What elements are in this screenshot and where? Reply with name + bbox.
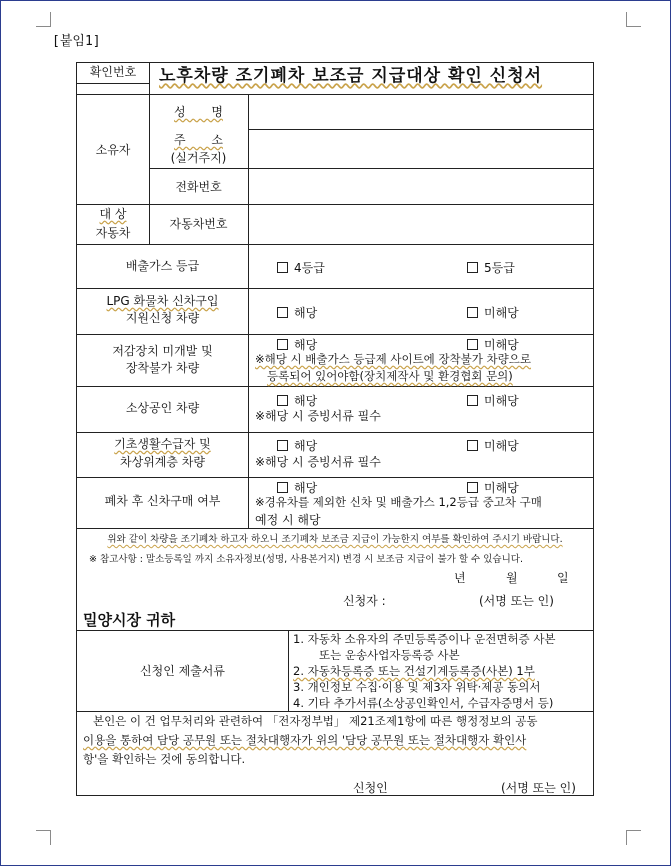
checkbox-icon bbox=[277, 395, 288, 406]
new-car-purchase-label: 폐차 후 신차구매 여부 bbox=[104, 494, 221, 508]
crop-mark-bottom-left bbox=[36, 830, 51, 845]
owner-phone-label: 전화번호 bbox=[175, 180, 222, 194]
vehicle-number-label: 자동차번호 bbox=[169, 217, 228, 231]
new-car-purchase-not-applicable-option[interactable]: 미해당 bbox=[467, 479, 519, 496]
checkbox-icon bbox=[467, 482, 478, 493]
reduction-device-note-2: 등록되어 있어야함(장치제작사 및 환경협회 문의) bbox=[267, 369, 513, 383]
small-business-not-applicable-option[interactable]: 미해당 bbox=[467, 392, 519, 409]
small-business-label: 소상공인 차량 bbox=[125, 401, 200, 415]
vehicle-number-field[interactable] bbox=[257, 217, 587, 233]
vehicle-section-label-1: 대 상 bbox=[99, 207, 127, 221]
owner-address-field[interactable] bbox=[257, 141, 587, 157]
emission-grade-4-option[interactable]: 4등급 bbox=[277, 259, 325, 276]
checkbox-icon bbox=[467, 339, 478, 350]
crop-mark-top-right bbox=[626, 12, 641, 27]
applicant-sign-label: (서명 또는 인) bbox=[479, 594, 554, 608]
checkbox-icon bbox=[277, 339, 288, 350]
date-day: 일 bbox=[557, 571, 569, 585]
consent-line-1: 본인은 이 건 업무처리와 관련하여 「전자정부법」 제21조제1항에 따른 행정정보의 공동 bbox=[93, 714, 538, 728]
documents-item-3: 3. 개인정보 수집·이용 및 제3자 위탁·제공 동의서 bbox=[293, 680, 541, 694]
basic-livelihood-note: ※해당 시 증빙서류 필수 bbox=[255, 455, 381, 469]
crop-mark-bottom-right bbox=[626, 830, 641, 845]
addressee: 밀양시장 귀하 bbox=[83, 611, 176, 629]
documents-item-1: 1. 자동차 소유자의 주민등록증이나 운전면허증 사본 bbox=[293, 632, 556, 646]
reduction-device-applicable-option[interactable]: 해당 bbox=[277, 336, 317, 353]
owner-section-label: 소유자 bbox=[95, 143, 131, 157]
form-title: 노후차량 조기폐차 보조금 지급대상 확인 신청서 bbox=[159, 66, 543, 86]
reduction-device-note-1: ※해당 시 배출가스 등급제 사이트에 장착불가 차량으로 bbox=[255, 352, 531, 366]
consent-applicant-label: 신청인 bbox=[353, 781, 388, 795]
basic-livelihood-label-2: 차상위계층 차량 bbox=[120, 455, 205, 469]
attachment-label: [붙임1] bbox=[52, 34, 101, 49]
small-business-applicable-option[interactable]: 해당 bbox=[277, 392, 317, 409]
checkbox-icon bbox=[467, 395, 478, 406]
consent-sign-label: (서명 또는 인) bbox=[501, 781, 576, 795]
receipt-number-label: 확인번호 bbox=[89, 65, 137, 79]
owner-phone-field[interactable] bbox=[257, 178, 587, 194]
basic-livelihood-not-applicable-option[interactable]: 미해당 bbox=[467, 437, 519, 454]
notice-confirmation: 위와 같이 차량을 조기폐차 하고자 하오니 조기폐차 보조금 지급이 가능한지 여부를 확인하여 주시기 바랍니다. bbox=[107, 534, 563, 545]
reduction-device-label-1: 저감장치 미개발 및 bbox=[112, 344, 213, 358]
lpg-label-2: 지원신청 차량 bbox=[125, 311, 200, 325]
owner-name-label: 성 명 bbox=[174, 105, 223, 119]
vehicle-section-label-2: 자동차 bbox=[95, 226, 131, 240]
consent-line-3: 항'을 확인하는 것에 동의합니다. bbox=[83, 752, 246, 766]
lpg-label-1: LPG 화물차 신차구입 bbox=[106, 294, 219, 308]
consent-line-2: 이용을 통하여 담당 공무원 또는 절차대행자가 위의 '담당 공무원 또는 절차대행자 확인사 bbox=[83, 733, 527, 747]
applicant-label: 신청자 : bbox=[343, 594, 386, 608]
new-car-purchase-applicable-option[interactable]: 해당 bbox=[277, 479, 317, 496]
date-month: 월 bbox=[506, 571, 518, 585]
lpg-not-applicable-option[interactable]: 미해당 bbox=[467, 304, 519, 321]
date-year: 년 bbox=[454, 571, 466, 585]
owner-address-label: 주 소 bbox=[174, 133, 223, 147]
documents-item-4: 4. 기타 추가서류(소상공인확인서, 수급자증명서 등) bbox=[293, 696, 554, 710]
basic-livelihood-applicable-option[interactable]: 해당 bbox=[277, 437, 317, 454]
new-car-purchase-note-1: ※경유차를 제외한 신차 및 배출가스 1,2등급 중고차 구매 bbox=[255, 495, 542, 509]
crop-mark-top-left bbox=[36, 12, 51, 27]
checkbox-icon bbox=[467, 262, 478, 273]
checkbox-icon bbox=[467, 307, 478, 318]
new-car-purchase-note-2: 예정 시 해당 bbox=[255, 513, 321, 527]
application-form bbox=[76, 62, 594, 796]
reduction-device-label-2: 장착불가 차량 bbox=[125, 361, 200, 375]
checkbox-icon bbox=[277, 262, 288, 273]
owner-address-sub: (실거주지) bbox=[170, 151, 227, 165]
lpg-applicable-option[interactable]: 해당 bbox=[277, 304, 317, 321]
emission-grade-5-option[interactable]: 5등급 bbox=[467, 259, 515, 276]
checkbox-icon bbox=[277, 307, 288, 318]
checkbox-icon bbox=[277, 482, 288, 493]
documents-label: 신청인 제출서류 bbox=[140, 664, 225, 678]
small-business-note: ※해당 시 증빙서류 필수 bbox=[255, 409, 381, 423]
documents-item-2: 2. 자동차등록증 또는 건설기계등록증(사본) 1부 bbox=[293, 664, 535, 678]
basic-livelihood-label-1: 기초생활수급자 및 bbox=[114, 437, 211, 451]
checkbox-icon bbox=[467, 440, 478, 451]
owner-name-field[interactable] bbox=[257, 105, 587, 121]
documents-item-1-cont: 또는 운송사업자등록증 사본 bbox=[319, 648, 460, 662]
checkbox-icon bbox=[277, 440, 288, 451]
notice-reference: ※ 참고사항 : 말소등록일 까지 소유자정보(성명, 사용본거지) 변경 시 보조금 지급이 불가 할 수 있습니다. bbox=[89, 554, 523, 565]
emission-grade-label: 배출가스 등급 bbox=[125, 259, 200, 273]
reduction-device-not-applicable-option[interactable]: 미해당 bbox=[467, 336, 519, 353]
